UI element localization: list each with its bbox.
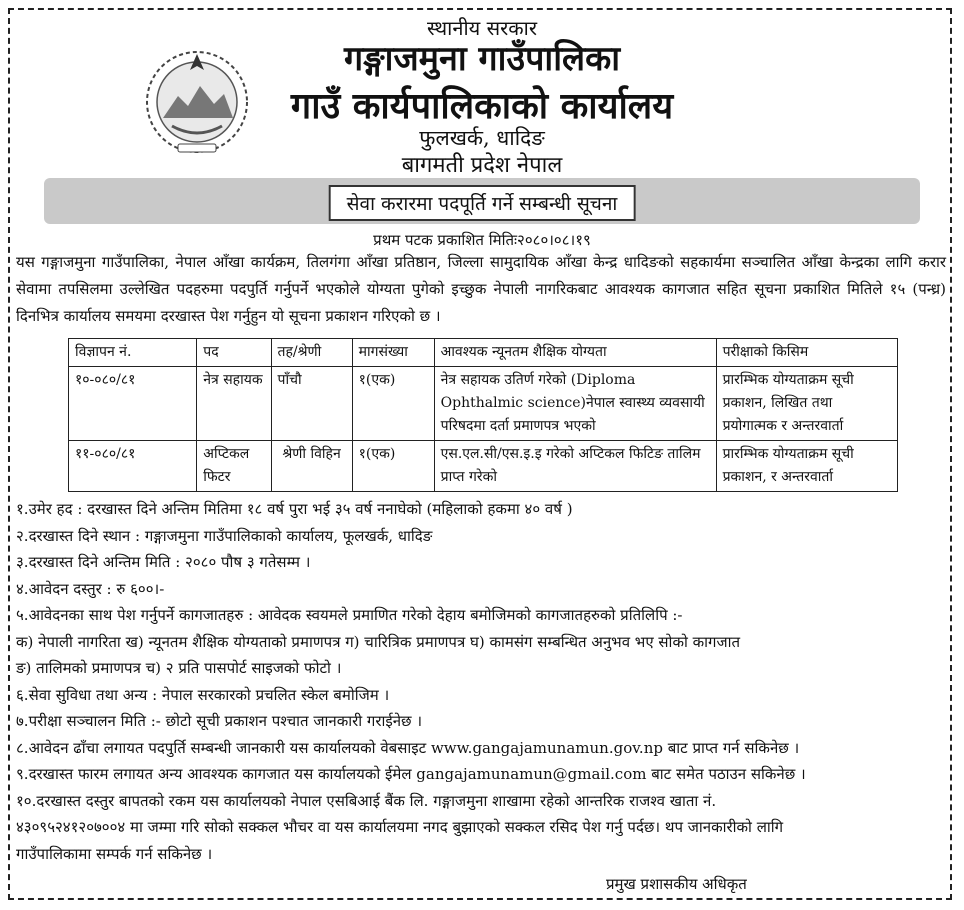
point-facilities: ६.सेवा सुविधा तथा अन्य : नेपाल सरकारको प्रचलित स्केल बमोजिम ।	[16, 685, 390, 704]
notice-title-bar	[44, 178, 920, 224]
post: अप्टिकल फिटर	[197, 441, 271, 492]
published-date: प्रथम पटक प्रकाशित मितिः२०८०।०८।१९	[373, 231, 591, 249]
point-documents: ५.आवेदनका साथ पेश गर्नुपर्ने कागजातहरु : आवेदक स्वयमले प्रमाणित गरेको देहाय बमोजिमको कागजातहरुको प्रतिलिपि :-	[16, 606, 683, 624]
table-header-row	[69, 339, 898, 367]
table-row	[69, 367, 898, 441]
notice-points	[16, 496, 948, 867]
address-line-1: फुलखर्क, धादिङ	[419, 126, 545, 150]
point-contact: गाउँपालिकामा सम्पर्क गर्न सकिनेछ ।	[16, 844, 213, 863]
municipality-name: गङ्गाजमुना गाउँपालिका	[343, 39, 621, 79]
office-name: गाउँ कार्यपालिकाको कार्यालय	[290, 85, 674, 127]
column-header: तह/श्रेणी	[271, 339, 352, 367]
point-website: ८.आवेदन ढाँचा लगायत पदपुर्ति सम्बन्धी जानकारी यस कार्यालयको वेबसाइट www.gangajamunamun.gov.np बाट प्राप्त गर्न सकिनेछ ।	[16, 738, 800, 757]
address-line-2: बागमती प्रदेश नेपाल	[401, 153, 563, 178]
demand-count: १(एक)	[352, 367, 434, 441]
level: पाँचौ	[271, 367, 352, 441]
vacancy-table	[68, 338, 898, 492]
exam-type: प्रारम्भिक योग्यताक्रम सूची प्रकाशन, लिखित तथा प्रयोगात्मक र अन्तरवार्ता	[716, 367, 897, 441]
government-level: स्थानीय सरकार	[427, 16, 537, 40]
signatory-title: प्रमुख प्रशासकीय अधिकृत	[606, 875, 747, 893]
column-header: पद	[197, 339, 271, 367]
intro-paragraph: यस गङ्गाजमुना गाउँपालिका, नेपाल आँखा कार्यक्रम, तिलगंगा आँखा प्रतिष्ठान, जिल्ला सामुदायिक आँखा केन्द्र धादिङको सहकार्यमा सञ्चालित आँखा केन्द्रका लागि करार सेवामा तपसिलमा उल्लेखित पदहरुमा पदपुर्ति गर्नुपर्ने भएकोले योग्यता पुगेको इच्छुक नेपाली नागरिकबाट आवश्यक कागजात सहित सूचना प्रकाशित मितिले १५ (पन्ध्र) दिनभित्र कार्यालय समयमा दरखास्त पेश गर्नुहुन यो सूचना प्रकाशन गरिएको छ ।	[16, 253, 946, 325]
point-email: ९.दरखास्त फारम लगायत अन्य आवश्यक कागजात यस कार्यालयको ईमेल gangajamunamun@gmail.com बाट समेत पठाउन सकिनेछ ।	[16, 765, 806, 783]
point-deadline: ३.दरखास्त दिने अन्तिम मिति : २०८० पौष ३ गतेसम्म ।	[16, 553, 311, 571]
post: नेत्र सहायक	[197, 367, 271, 441]
column-header: परीक्षाको किसिम	[716, 339, 897, 367]
column-header: आवश्यक न्यूनतम शैक्षिक योग्यता	[434, 339, 716, 367]
exam-type: प्रारम्भिक योग्यताक्रम सूची प्रकाशन, र अन्तरवार्ता	[716, 441, 897, 492]
point-submission-place: २.दरखास्त दिने स्थान : गङ्गाजमुना गाउँपालिकाको कार्यालय, फूलखर्क, धादिङ	[16, 526, 433, 545]
column-header: मागसंख्या	[352, 339, 434, 367]
qualification: एस.एल.सी/एस.इ.इ गरेको अप्टिकल फिटिङ तालिम प्राप्त गरेको	[434, 441, 716, 492]
ad-number: १०-०८०/८१	[69, 367, 197, 441]
point-exam-date: ७.परीक्षा सञ्चालन मिति :- छोटो सूची प्रकाशन पश्चात जानकारी गराईनेछ ।	[16, 712, 423, 730]
ad-number: ११-०८०/८१	[69, 441, 197, 492]
point-age-limit: १.उमेर हद : दरखास्त दिने अन्तिम मितिमा १८ वर्ष पुरा भई ३५ वर्ष ननाघेको (महिलाको हकमा ४० वर्ष )	[16, 500, 573, 518]
point-payment: १०.दरखास्त दस्तुर बापतको रकम यस कार्यालयको नेपाल एसबिआई बैंक लि. गङ्गाजमुना शाखामा रहेको आन्तरिक राजश्व खाता नं.	[16, 791, 717, 810]
notice-title: सेवा करारमा पदपूर्ति गर्ने सम्बन्धी सूचना	[329, 185, 636, 221]
level: श्रेणी विहिन	[271, 441, 352, 492]
demand-count: १(एक)	[352, 441, 434, 492]
point-payment-cont: ४३०९५२४१२०७००४ मा जम्मा गरि सोको सक्कल भौचर वा यस कार्यालयमा नगद बुझाएको सक्कल रसिद पेश गर्नु पर्दछ। थप जानकारीको लागि	[16, 818, 784, 836]
point-fee: ४.आवेदन दस्तुर : रु ६००।-	[16, 579, 165, 598]
column-header: विज्ञापन नं.	[69, 339, 197, 367]
qualification: नेत्र सहायक उतिर्ण गरेको (Diploma Ophthalmic science)नेपाल स्वास्थ्य व्यवसायी परिषदमा दर्ता प्रमाणपत्र भएको	[434, 367, 716, 441]
point-documents-list-cont: ङ) तालिमको प्रमाणपत्र च) २ प्रति पासपोर्ट साइजको फोटो ।	[16, 659, 342, 677]
table-row	[69, 441, 898, 492]
point-documents-list: क) नेपाली नागरिता ख) न्यूनतम शैक्षिक योग्यताको प्रमाणपत्र ग) चारित्रिक प्रमाणपत्र घ) कामसंग सम्बन्धित अनुभव भए सोको कागजात	[16, 632, 741, 651]
